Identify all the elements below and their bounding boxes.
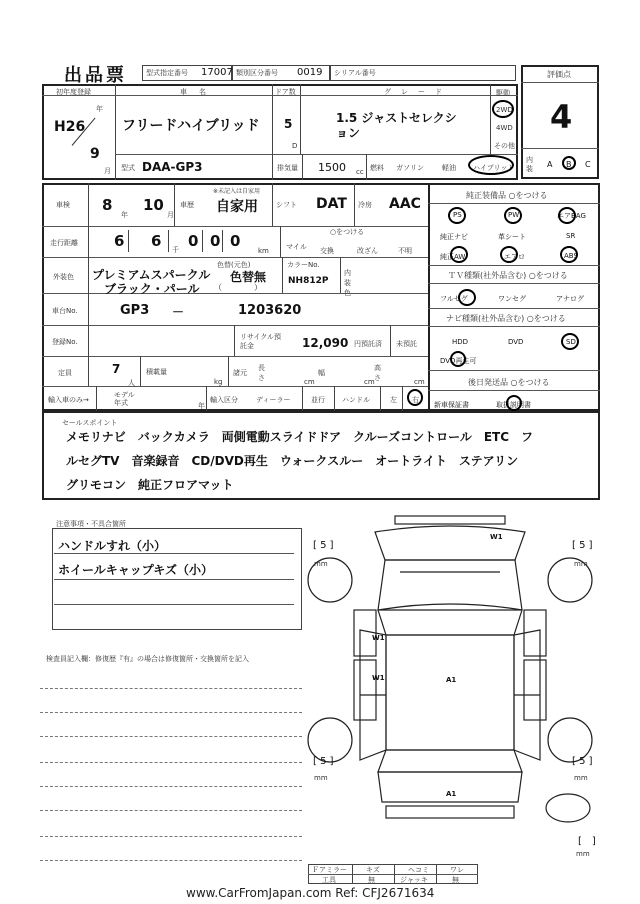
dvd-play-circle	[450, 351, 466, 367]
inspector-label: 検査員記入欄：修復歴『有』の場合は修復箇所・交換箇所を記入	[46, 655, 249, 663]
equip-airbag-circle	[558, 207, 576, 224]
later-manual: 取扱説明書	[496, 401, 531, 409]
kg-unit: kg	[214, 378, 223, 386]
mark-left-w1-lower: W1	[372, 674, 385, 682]
cc-unit: cc	[356, 168, 364, 176]
tread-fl: [ 5 ]	[313, 540, 334, 551]
dvd-play: DVD再生可	[440, 357, 477, 365]
legend-h3: ヘコミ	[408, 866, 429, 874]
notes-line1: ハンドルすれ（小）	[58, 539, 167, 553]
usage-note: ※未記入は自家用	[213, 188, 261, 195]
tread-rl: [ 5 ]	[313, 756, 334, 767]
displacement-value: 1500	[318, 161, 346, 174]
equip-airbag: エアBAG	[557, 212, 586, 220]
drive-other: その他	[494, 142, 515, 150]
mileage-digit-1: 6	[114, 232, 125, 250]
parallel-label: 並行	[311, 396, 325, 404]
thousand-unit: 千	[172, 246, 179, 254]
type-number-label: 型式指定番号	[146, 69, 188, 77]
load-label: 積載量	[146, 368, 167, 376]
mileage-digit-2: 6	[151, 232, 162, 250]
width-label: 幅	[318, 369, 325, 377]
mark-front-w1: W1	[490, 533, 503, 541]
mark-roof-a1: A1	[446, 676, 457, 684]
width-cm: cm	[364, 378, 375, 386]
color-change-label: 色替(元色)	[217, 261, 251, 269]
equip-pw-circle	[504, 207, 522, 224]
shaken-year-unit: 年	[121, 211, 128, 219]
mileage-label: 走行距離	[50, 239, 78, 247]
color-code-value: NH812P	[288, 276, 329, 286]
tread-spare-unit: mm	[576, 850, 590, 858]
legend-r3: ジャッキ	[400, 876, 428, 884]
later-title: 後日発送品 ○をつける	[468, 378, 550, 387]
later-warranty: 新車保証書	[434, 401, 469, 409]
recycle-paid: 円預託済	[354, 340, 382, 348]
fuel-hybrid-circle	[468, 155, 514, 175]
equip-aw-circle	[450, 246, 468, 263]
tv-oneseg: ワンセグ	[498, 295, 526, 303]
interior-b-circle	[562, 156, 576, 170]
class-number-label: 類別区分番号	[236, 69, 278, 77]
dealer-label: ディーラー	[256, 396, 291, 404]
grade-score-value: 4	[550, 98, 573, 136]
chassis-label: 車台No.	[52, 307, 78, 315]
import-label: 輸入車のみ→	[48, 396, 89, 404]
tread-fr-unit: mm	[574, 560, 588, 568]
equip-pw: PW	[508, 211, 520, 219]
equip-aw: 純正AW	[440, 253, 466, 261]
door-unit: D	[292, 142, 298, 150]
tread-spare: [ ]	[578, 836, 596, 847]
equip-navi: 純正ナビ	[440, 233, 468, 241]
first-reg-year: H26	[54, 119, 86, 135]
equip-aero: エアロ	[504, 253, 525, 261]
mileage-exchange: 交換	[320, 247, 334, 255]
ac-value: AAC	[389, 196, 421, 212]
displacement-label: 排気量	[277, 164, 298, 172]
class-number-value: 0019	[297, 67, 323, 78]
sales-line3: グリモコン 純正フロアマット	[66, 478, 234, 492]
mark-rear-a1: A1	[446, 790, 457, 798]
color-paren: （ ）	[214, 283, 262, 292]
drive-2wd-circle	[492, 100, 514, 118]
reg-no-label: 登録No.	[52, 338, 78, 346]
tread-rr: [ 5 ]	[572, 756, 593, 767]
grade-line1: 1.5 ジャストセレクシ	[336, 111, 457, 125]
car-diagram	[300, 510, 610, 850]
legend-r4: 無	[452, 876, 459, 884]
month-unit: 月	[104, 167, 111, 175]
footer-watermark: www.CarFromJapan.com Ref: CFJ2671634	[186, 886, 435, 900]
model-year-unit: 年	[198, 402, 205, 410]
equipment-title: 純正装備品 ○をつける	[466, 191, 548, 200]
navi-dvd: DVD	[508, 338, 524, 346]
drive-label: 駆動	[496, 89, 510, 97]
height-label: 高さ	[374, 364, 381, 382]
handle-right: 右	[412, 396, 419, 404]
recycle-label: リサイクル預託金	[240, 333, 282, 350]
year-unit: 年	[96, 105, 103, 113]
fuel-diesel: 軽油	[442, 164, 456, 172]
capacity-value: 7	[112, 362, 121, 376]
doors-value: 5	[284, 117, 293, 131]
km-unit: km	[258, 247, 269, 255]
equip-leather: 革シート	[498, 233, 526, 241]
equip-ps: PS	[453, 211, 462, 219]
drive-4wd: 4WD	[496, 124, 513, 132]
interior-color-label: 内装色	[344, 269, 351, 297]
color-change-value: 色替無	[230, 270, 267, 284]
car-name: フリードハイブリッド	[122, 118, 260, 134]
tv-fullseg: フルセグ	[440, 295, 468, 303]
handle-left: 左	[390, 396, 397, 404]
navi-title: ナビ種類(社外品含む) ○をつける	[446, 314, 566, 323]
sheet-title: 出品票	[64, 65, 127, 86]
shift-label: シフト	[276, 201, 297, 209]
recycle-fee: 12,090	[302, 336, 349, 350]
fuel-label: 燃料	[370, 164, 384, 172]
handle-right-circle	[407, 389, 423, 406]
handle-label: ハンドル	[342, 396, 370, 404]
tread-rr-unit: mm	[574, 774, 588, 782]
mileage-options-note: ○をつける	[330, 228, 365, 236]
equip-sr: SR	[566, 232, 576, 240]
navi-hdd: HDD	[452, 338, 469, 346]
navi-sd: SD	[566, 338, 576, 346]
type-number-value: 17007	[201, 67, 233, 78]
notes-label: 注意事項・不具合箇所	[56, 520, 126, 528]
interior-b: B	[566, 160, 572, 169]
chassis-number: 1203620	[238, 303, 302, 318]
legend-h4: ワレ	[450, 866, 464, 874]
legend-r2: 無	[368, 876, 375, 884]
height-cm: cm	[414, 378, 425, 386]
fuel-hybrid: ハイブリッド	[473, 164, 515, 172]
first-reg-month: 9	[90, 146, 100, 162]
interior-c: C	[585, 160, 591, 169]
mileage-miles: マイル	[286, 243, 307, 251]
tread-fl-unit: mm	[314, 560, 328, 568]
notes-line2: ホイールキャップキズ（小）	[58, 563, 214, 577]
navi-sd-circle	[561, 333, 579, 350]
later-manual-circle	[506, 395, 522, 411]
color-line2: ブラック・パール	[104, 282, 200, 296]
interior-a: A	[547, 160, 553, 169]
mileage-digit-3: 0	[188, 232, 199, 250]
tread-rl-unit: mm	[314, 774, 328, 782]
car-name-label: 車名	[180, 88, 218, 96]
usage-value: 自家用	[216, 199, 258, 215]
equip-abs: ABS	[564, 252, 578, 260]
equip-abs-circle	[560, 246, 578, 263]
sales-points-label: セールスポイント	[62, 419, 118, 427]
recycle-unpaid: 未預託	[396, 340, 417, 348]
mileage-digit-5: 0	[230, 232, 241, 250]
tv-fullseg-circle	[458, 289, 476, 306]
serial-label: シリアル番号	[334, 69, 376, 77]
shaken-year: 8	[102, 196, 113, 214]
usage-label: 車歴	[180, 201, 194, 209]
first-reg-label: 初年度登録	[56, 88, 91, 96]
ac-label: 冷房	[358, 201, 372, 209]
length-cm: cm	[304, 378, 315, 386]
shaken-month: 10	[143, 196, 164, 214]
capacity-label: 定員	[58, 369, 72, 377]
equip-ps-circle	[448, 207, 466, 224]
tv-analog: アナログ	[556, 295, 584, 303]
sales-line1: メモリナビ バックカメラ 両側電動スライドドア クルーズコントロール ETC フ	[66, 430, 534, 444]
interior-label: 内装	[526, 156, 533, 173]
length-label: 長さ	[258, 364, 265, 382]
model-label: 型式	[121, 164, 135, 172]
mileage-unknown: 不明	[398, 247, 412, 255]
mileage-tampered: 改ざん	[357, 247, 378, 255]
color-line1: プレミアムスパークル	[92, 268, 211, 282]
dims-label: 諸元	[233, 369, 247, 377]
legend-h2: キズ	[366, 866, 380, 874]
shaken-month-unit: 月	[167, 211, 174, 219]
chassis-prefix: GP3	[120, 303, 150, 318]
color-code-label: カラーNo.	[287, 261, 320, 269]
drive-2wd: 2WD	[496, 106, 513, 114]
tv-title: ＴＶ種類(社外品含む) ○をつける	[448, 271, 568, 280]
tread-fr: [ 5 ]	[572, 540, 593, 551]
mileage-digit-4: 0	[210, 232, 221, 250]
model-year-label: モデル年式	[114, 391, 135, 407]
import-class-label: 輸入区分	[210, 396, 238, 404]
doors-label: ドア数	[275, 88, 296, 96]
grade-score-label: 評価点	[547, 70, 571, 79]
grade-line2: ョン	[336, 126, 361, 140]
legend-r1: 工具	[322, 876, 336, 884]
shaken-label: 車検	[56, 201, 70, 209]
ext-color-label: 外装色	[53, 273, 74, 281]
fuel-gas: ガソリン	[396, 164, 424, 172]
legend-h1: Ｆアミラー	[312, 866, 347, 874]
model-value: DAA-GP3	[142, 160, 203, 174]
shift-value: DAT	[316, 196, 347, 212]
grade-label: グレード	[384, 88, 452, 96]
sales-line2: ルセグTV 音楽録音 CD/DVD再生 ウォークスルー オートライト ステアリン	[66, 454, 519, 468]
chassis-dash: －	[172, 305, 185, 319]
capacity-unit: 人	[128, 379, 135, 387]
equip-aero-circle	[500, 246, 518, 263]
mark-left-w1: W1	[372, 634, 385, 642]
